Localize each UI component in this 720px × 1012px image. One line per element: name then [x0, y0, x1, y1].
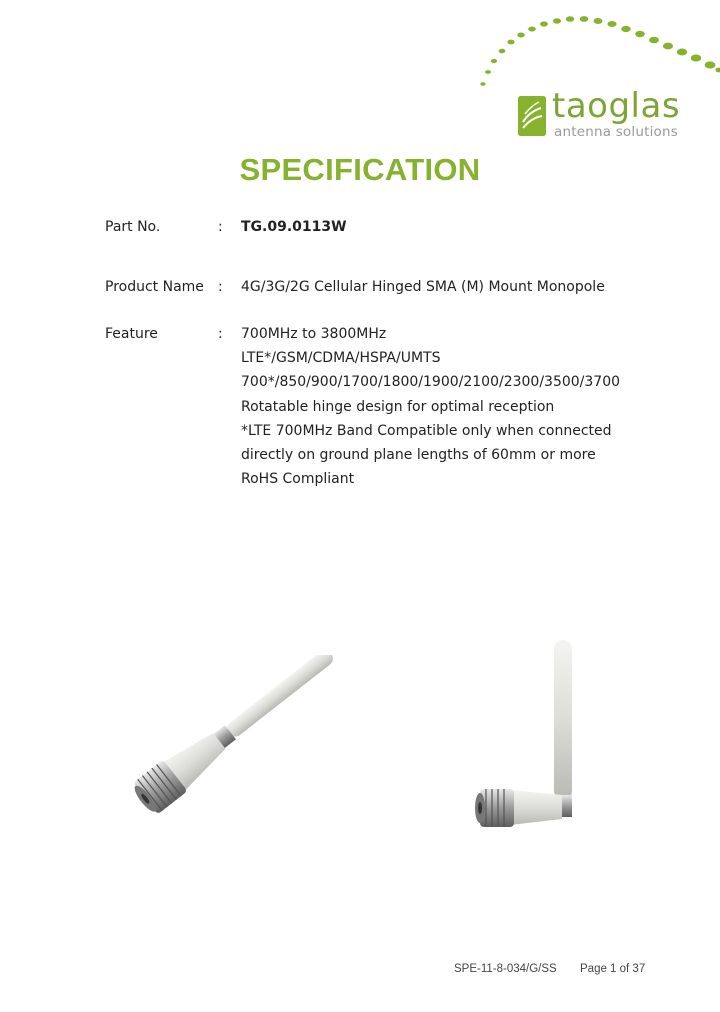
- part-number-label: Part No.: [105, 219, 161, 235]
- antenna-photo-straight: [120, 655, 360, 835]
- page-number: Page 1 of 37: [580, 963, 646, 975]
- document-code: SPE-11-8-034/G/SS: [454, 963, 557, 975]
- decorative-dot: [553, 18, 561, 23]
- taoglas-logo: [517, 86, 692, 142]
- decorative-dot: [517, 33, 524, 38]
- feature-line: Rotatable hinge design for optimal reception: [241, 398, 555, 415]
- decorative-dot: [566, 16, 574, 22]
- decorative-dot: [480, 82, 485, 86]
- decorative-dot: [540, 21, 548, 26]
- decorative-dot: [621, 26, 630, 32]
- feature-label: Feature: [105, 326, 158, 342]
- decorative-dot: [635, 31, 645, 37]
- logo-tagline: antenna solutions: [554, 124, 678, 140]
- decorative-dot: [499, 49, 506, 53]
- antenna-photo-hinged: [470, 635, 590, 845]
- feature-line: directly on ground plane lengths of 60mm or more: [241, 447, 596, 464]
- feature-line: *LTE 700MHz Band Compatible only when connected: [241, 422, 612, 439]
- product-name-value: 4G/3G/2G Cellular Hinged SMA (M) Mount Monopole: [241, 279, 605, 295]
- decorative-dot: [485, 70, 491, 74]
- decorative-dot: [507, 40, 514, 45]
- decorative-dot: [607, 21, 616, 27]
- decorative-dot: [705, 61, 716, 68]
- decorative-dot: [580, 16, 589, 22]
- feature-line: 700MHz to 3800MHz: [241, 326, 387, 342]
- decorative-dot: [649, 37, 659, 44]
- separator: :: [218, 326, 223, 342]
- feature-line: LTE*/GSM/CDMA/HSPA/UMTS: [241, 350, 441, 367]
- decorative-dot: [594, 18, 603, 24]
- feature-line: 700*/850/900/1700/1800/1900/2100/2300/3500/3700: [241, 374, 621, 391]
- separator: :: [218, 219, 223, 235]
- feature-list: [241, 322, 620, 491]
- decorative-dot: [663, 43, 673, 50]
- decorative-dot: [528, 26, 536, 31]
- page-title: SPECIFICATION: [239, 152, 481, 187]
- decorative-dot: [491, 59, 497, 63]
- logo-wordmark: taoglas: [552, 86, 681, 126]
- decorative-dot: [677, 49, 687, 56]
- separator: :: [218, 279, 223, 295]
- part-number-value: TG.09.0113W: [241, 219, 347, 235]
- product-name-label: Product Name: [105, 279, 204, 295]
- logo-mark-icon: [517, 94, 547, 138]
- decorative-dot: [715, 68, 720, 73]
- decorative-dot: [691, 54, 702, 61]
- feature-line: RoHS Compliant: [241, 471, 355, 488]
